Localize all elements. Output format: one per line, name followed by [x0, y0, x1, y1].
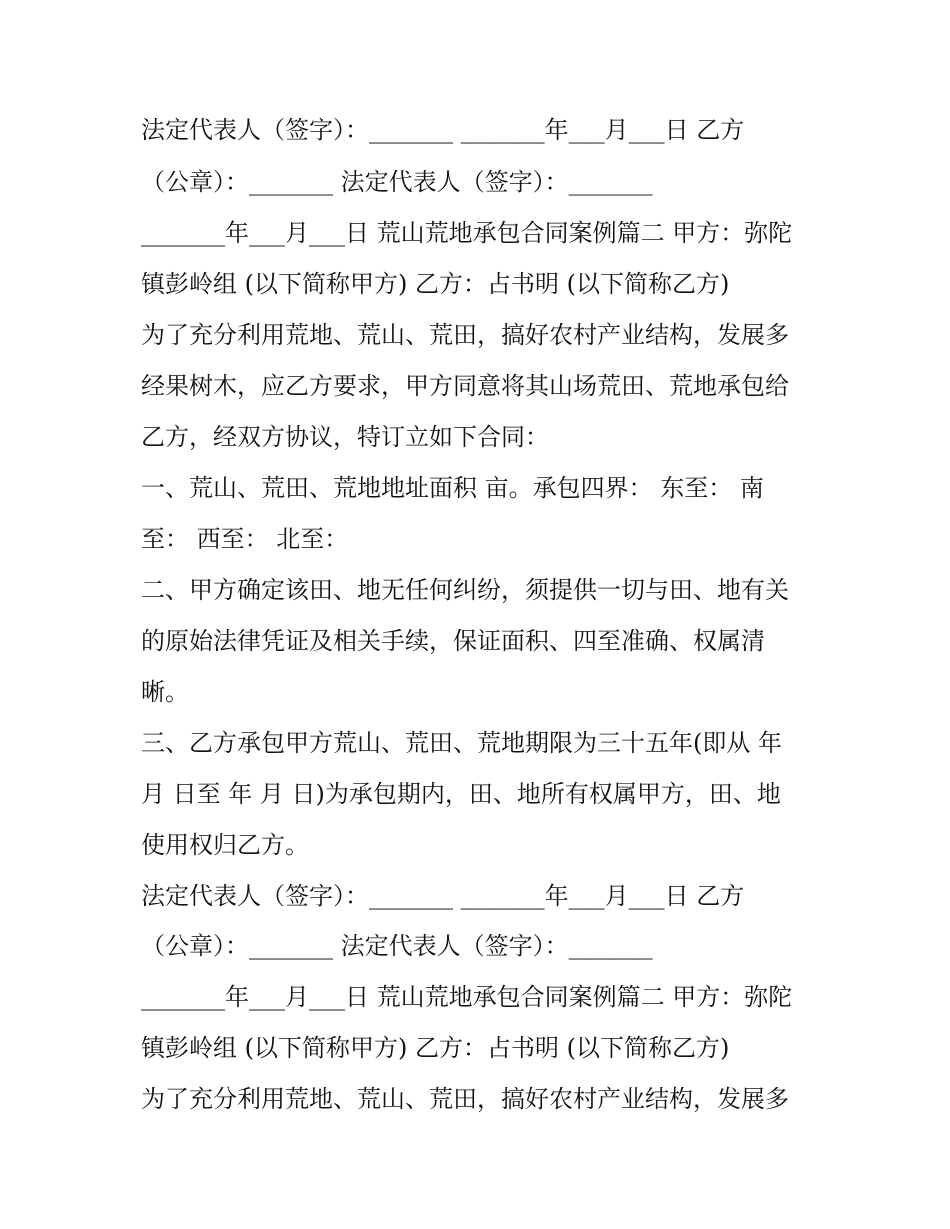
text-line: _______年___月___日 荒山荒地承包合同案例篇二 甲方：弥陀 [141, 983, 793, 1011]
text-line: 镇彭岭组 (以下简称甲方) 乙方：占书明 (以下简称乙方) [141, 1034, 730, 1062]
text-line: 为了充分利用荒地、荒山、荒田，搞好农村产业结构，发展多 [141, 1085, 789, 1113]
text-line: 一、荒山、荒田、荒地地址面积 亩。承包四界： 东至： 南 [141, 474, 764, 502]
text-line: （公章）：_______ 法定代表人（签字）：_______ [141, 168, 653, 196]
text-line: 晰。 [141, 678, 189, 706]
text-line: （公章）：_______ 法定代表人（签字）：_______ [141, 932, 653, 960]
text-line: 月 日至 年 月 日)为承包期内，田、地所有权属甲方，田、地 [141, 780, 781, 808]
text-line: 乙方，经双方协议，特订立如下合同： [141, 423, 549, 451]
text-line: 镇彭岭组 (以下简称甲方) 乙方：占书明 (以下简称乙方) [141, 270, 730, 298]
text-line: 法定代表人（签字）：_______ _______年___月___日 乙方 [141, 116, 745, 144]
text-line: 使用权归乙方。 [141, 831, 309, 859]
text-line: _______年___月___日 荒山荒地承包合同案例篇二 甲方：弥陀 [141, 219, 793, 247]
text-line: 为了充分利用荒地、荒山、荒田，搞好农村产业结构，发展多 [141, 321, 789, 349]
text-line: 二、甲方确定该田、地无任何纠纷，须提供一切与田、地有关 [141, 576, 789, 604]
text-line: 经果树木，应乙方要求，甲方同意将其山场荒田、荒地承包给 [141, 372, 789, 400]
text-line: 法定代表人（签字）：_______ _______年___月___日 乙方 [141, 882, 745, 910]
text-line: 的原始法律凭证及相关手续，保证面积、四至准确、权属清 [141, 627, 765, 655]
text-line: 至： 西至： 北至： [141, 525, 349, 553]
text-line: 三、乙方承包甲方荒山、荒田、荒地期限为三十五年(即从 年 [141, 729, 782, 757]
